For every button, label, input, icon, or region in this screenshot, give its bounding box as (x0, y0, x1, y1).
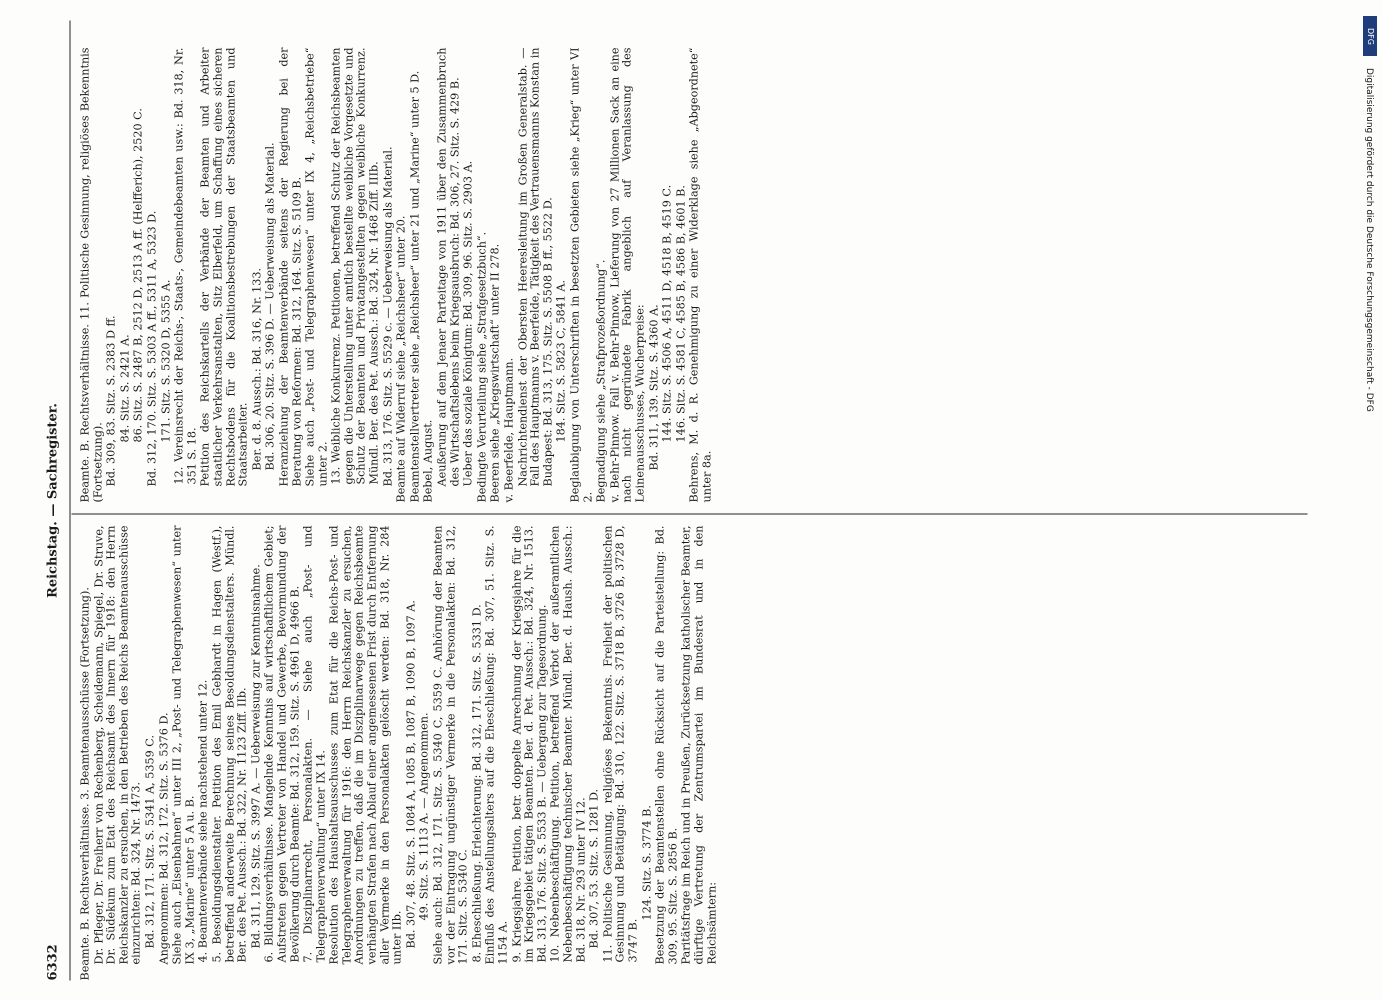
running-header (42, 21, 68, 981)
entry-text: Aeußerung auf dem Jenaer Parteitage von 1911 über den Zusammenbruch des Wirtschaftslebens beim Kriegsausbruch: Bd. 306, 27. Sitz. S. 429 B. (435, 47, 462, 487)
entry-text: Petition des Reichskartells der Verbände der Beamten und Arbeiter staatlicher Verkehrsanstalten, Sitz Elberfeld, um Schaffung eines sicheren Rechtsbodens für die Koalitionsbestrebungen der Staatsbeamten und Staatsarbeiter. (198, 47, 250, 487)
entry-text: Einfluß des Anstellungsalters auf die Eheschließung: Bd. 307, 51. Sitz. S. 1154 A. (483, 525, 510, 965)
entry-ref: 86. Sitz. S. 2487 B, 2512 D, 2513 A ff. (Helfferich), 2520 C. (131, 108, 145, 443)
entry-subitem: 4. Beamtenverbände siehe nachstehend unter 12. (196, 679, 210, 963)
entry-ref: Bd. 309, 83. Sitz. S. 2383 D ff. (104, 315, 118, 487)
entry-ref: 144. Sitz. S. 4506 A, 4511 D, 4518 B, 4519 C. (660, 184, 674, 443)
entry-ref: Bd. 307, 53. Sitz. S. 1281 D. (587, 788, 601, 949)
entry-ref: 171. Sitz. S. 5320 D, 5355 A. (159, 279, 173, 443)
page-content (42, 21, 1308, 981)
entry-text: Siehe auch: Bd. 312, 171. Sitz. S. 5340 C, 5359 C. Anhörung der Beamten vor der Eintragung ungünstiger Vermerke in die Personalakten: Bd. 312, 171. Sitz. S. 5340 C. (431, 525, 470, 965)
dfg-logo: DFG (1363, 16, 1377, 56)
digitization-stamp (1360, 8, 1380, 993)
entry-ref: 184. Sitz. S. 5823 C, 5841 A. (554, 279, 568, 443)
entry-ref: 124. Sitz. S. 3774 B. (640, 805, 654, 921)
entry-heading: Behrens, M. d. R. Genehmigung zu einer Widerklage siehe „Abgeordnete“ unter 8a. (687, 47, 714, 503)
entry-ref: Bd. 312, 170. Sitz. S. 5303 A ff., 5311 A, 5323 D. (145, 210, 159, 487)
left-column (80, 526, 1308, 981)
entry-ref: Bd. 306, 20. Sitz. S. 396 D. — Ueberweisung als Material. (263, 142, 277, 471)
entry-subitem: 8. Eheschließung. Erleichterung: Bd. 312, 171. Sitz. S. 5331 D. (470, 604, 484, 963)
entry-heading: Beamte auf Widerruf siehe „Reichsheer“ unter 20. (394, 215, 408, 503)
entry-subitem: 10. Nebenbeschäftigung. Petition, betreffend Verbot der außeramtlichen Nebenbeschäftigung technischer Beamter. Mündl. Ber. d. Haush. Aussch.: Bd. 318, Nr. 293 unter IV 12. (548, 525, 588, 963)
entry-text: Siehe auch „Post- und Telegraphenwesen“ unter IX 4, „Reichsbetriebe“ unter 2. (303, 47, 330, 487)
entry-heading: Begnadigung siehe „Strafprozeßordnung“. (594, 259, 608, 503)
header-title: Reichstag. — Sachregister. (45, 403, 61, 598)
entry-heading: Beamte. B. Rechtsverhältnisse. 3. Beamtenausschüsse (Fortsetzung). (78, 587, 92, 981)
page-number: 6332 (45, 944, 61, 981)
entry-ref: 84. Sitz. S. 2421 A. (118, 334, 132, 443)
entry-heading: Beamte. B. Rechtsverhältnisse. 11. Politische Gesinnung, religiöses Bekenntnis (Fortsetzung). (78, 47, 105, 503)
entry-text: Siehe auch „Eisenbahnen“ unter III 2, „Post- und Telegraphenwesen“ unter IX 3, „Marine“ unter 5 A u. B. (170, 525, 197, 965)
entry-ref: Bd. 313, 176. Sitz. S. 5529 c. — Ueberweisung als Material. (381, 146, 395, 487)
entry-subitem: 12. Vereinsrecht der Reichs-, Staats-, Gemeindebeamten usw.: Bd. 318, Nr. 351 S. 18. (172, 47, 199, 485)
entry-text: Dr. Pfleger, Dr. Freiherr von Rechenberg, Scheidemann, Spiegel, Dr. Struve, Dr. Südekum zum Etat des Reichsamt des Innern für 1918: den Herrn Reichskanzler zu ersuchen, in den Betrieben des Reichs Beamtenausschüsse einzurichten: Bd. 324, Nr. 1473. (92, 525, 143, 965)
entry-ref: Bd. 312, 171. Sitz. S. 5341 A, 5359 C. (143, 734, 157, 949)
entry-subitem: 6. Bildungsverhältnisse. Mangelnde Kenntnis auf wirtschaftlichem Gebiet; Aufstreten gegen Vertreter von Handel und Gewerbe, Bevormundung der Bevölkerung durch Beamte: Bd. 312, 159. Sitz. S. 4961 D, 4966 B. (262, 525, 301, 963)
entry-ref: 49. Sitz. S. 1113 A. — Angenommen. (417, 712, 431, 921)
entry-heading: Bedingte Verurteilung siehe „Strafgesetzbuch“. (475, 231, 489, 503)
entry-text: Ueber das soziale Königtum: Bd. 309, 96. Sitz. S. 2903 A. (461, 160, 475, 487)
entry-heading: v. Behr-Pinnow. Fall v. Behr-Pinnow, Lieferung von 27 Millionen Sack an eine nach nicht gegründete Fabrik angeblich auf Veranlassung des Leinenausschusses, Wucherpreise: (608, 47, 647, 503)
entry-text: Paritätsfrage im Reich und in Preußen, Zurücksetzung katholischer Beamter, dürftige Vertretung der Zentrumspartei im Bundesrat und in den Reichsämtern: (679, 525, 718, 965)
entry-subitem: 13. Weibliche Konkurrenz. Petitionen, betreffend Schutz der Reichsbeamten gegen die Unterstellung unter amtlich bestellte weibliche Vorgesetzte und Schutz der Beamten und Privatangestellten gegen weibliche Konkurrenz. Mündl. Ber. des Pet. Aussch.: Bd. 324, Nr. 1468 Ziff. IIIb. (329, 47, 381, 485)
digitization-notice: Digitalisierung gefördert durch die Deutsche Forschungsgemeinschaft - DFG (1364, 68, 1374, 412)
entry-heading: Beglaubigung von Unterschriften in besetzten Gebieten siehe „Krieg“ unter VI 2. (568, 47, 595, 503)
entry-ref: 146. Sitz. S. 4581 C, 4585 B, 4586 B, 4601 B. (674, 185, 688, 443)
entry-ref: Bd. 311, 139. Sitz. S. 4360 A. (647, 304, 661, 471)
entry-ref: Bd. 311, 129. Sitz. S. 3997 A. — Ueberweisung zur Kenntnisnahme. (249, 564, 263, 949)
right-column (80, 48, 1308, 503)
header-rule (70, 21, 71, 981)
column-divider (72, 514, 1308, 515)
entry-ref: Bd. 307, 48. Sitz. S. 1084 A, 1085 B, 1087 B, 1090 B, 1097 A. (404, 600, 418, 949)
entry-subitem: 11. Politische Gesinnung, religiöses Bekenntnis. Freiheit der politischen Gesinnung und Betätigung: Bd. 310, 122. Sitz. S. 3718 B, 3726 B, 3728 D, 3747 B. (601, 525, 640, 963)
entry-subitem: 9. Kriegsjahre. Petition, betr. doppelte Anrechnung der Kriegsjahre für die im Kriegsgebiet tätigen Beamten. Ber. d. Pet. Aussch.: Bd. 324, Nr. 1513. Bd. 313, 176. Sitz. S. 5533 B. — Uebergang zur Tagesordnung. (510, 525, 549, 963)
entry-subitem: 5. Besoldungsdienstalter. Petition des Emil Gebhardt in Hagen (Westf.), betreffend anderweite Berechnung seines Besoldungsdienstalters. Mündl. Ber. des Pet. Aussch.: Bd. 322, Nr. 1123 Ziff. IIb. (210, 525, 249, 963)
entry-text: Resolution des Haushaltsausschusses zum Etat für die Reichs-Post- und Telegraphenverwaltung für 1916: den Herrn Reichskanzler zu ersuchen, Anordnungen zu treffen, daß die im Disziplinarwege gegen Reichsbeamte verhängten Strafen nach Ablauf einer angemessenen Frist durch Entfernung aller Vermerke in den Personalakten gelöscht werden: Bd. 318, Nr. 284 unter IIb. (327, 525, 404, 965)
entry-subitem: 7. Disziplinarrecht, Personalakten. — Siehe auch „Post- und Telegraphenverwaltung“ unter IX 14. (301, 525, 328, 963)
entry-text: Nachrichtendienst der Obersten Heeresleitung im Großen Generalstab. — Fall des Hauptmanns v. Beerfelde, Tätigkeit des Vertrauensmanns Konstan in Budapest: Bd. 313, 175. Sitz. S. 5508 B ff., 5522 D. (516, 47, 555, 487)
entry-heading: Beeren siehe „Kriegswirtschaft“ unter II 278. (488, 243, 502, 503)
entry-ref: Ber. d. 8. Aussch.: Bd. 316, Nr. 133. (250, 267, 264, 471)
entry-ref: Angenommen: Bd. 312, 172. Sitz. S. 5376 D. (157, 712, 171, 965)
entry-heading: Beamtenstellvertreter siehe „Reichsheer“ unter 21 und „Marine“ unter 5 D. (408, 70, 422, 503)
entry-text: Heranziehung der Beamtenverbände seitens der Regierung bei der Beratung von Reformen: Bd. 312, 164. Sitz. S. 5109 B. (277, 47, 303, 487)
entry-heading: Bebel, August. (421, 419, 435, 503)
entry-heading: v. Beerfelde, Hauptmann. (502, 357, 516, 503)
entry-text: Besetzung der Beamtenstellen ohne Rücksicht auf die Parteistellung: Bd. 309, 95. Sitz. S. 2856 B. (653, 525, 680, 965)
rotated-register-page (0, 1, 1383, 1001)
